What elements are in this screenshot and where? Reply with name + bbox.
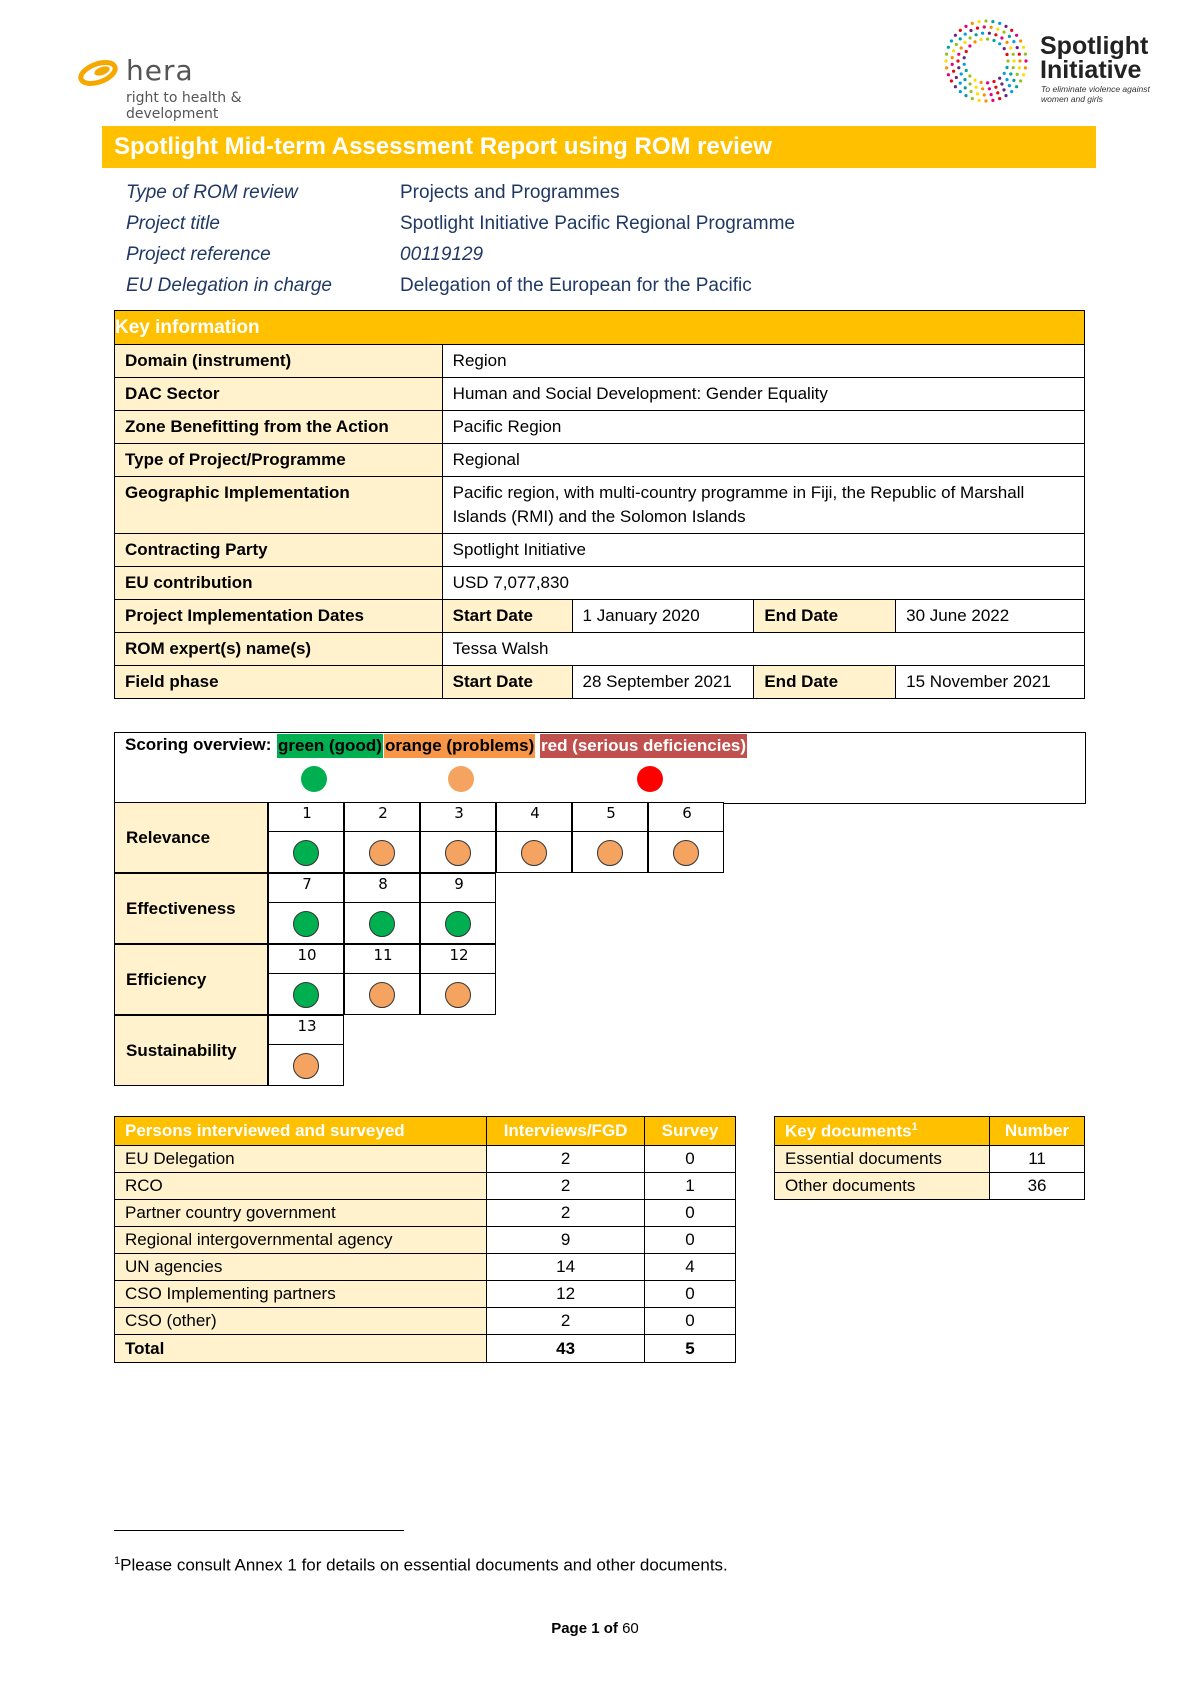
score-number-cell bbox=[420, 873, 496, 903]
persons-row bbox=[115, 1254, 736, 1281]
scoring-label: Scoring overview: bbox=[125, 735, 272, 754]
criterion-sustainability bbox=[114, 1015, 268, 1086]
footnote-mark: 1 bbox=[114, 1555, 121, 1567]
persons-row bbox=[115, 1281, 736, 1308]
score-number-cell bbox=[648, 802, 724, 832]
page-current: 1 bbox=[591, 1620, 600, 1637]
score-dot-cell bbox=[268, 831, 344, 873]
score-dot-cell bbox=[572, 831, 648, 873]
ki-value: USD 7,077,830 bbox=[442, 567, 1084, 600]
score-number: 3 bbox=[454, 804, 464, 822]
report-title: Spotlight Mid-term Assessment Report using ROM review bbox=[114, 133, 772, 160]
hera-logo bbox=[78, 54, 328, 122]
ki-label: ROM expert(s) name(s) bbox=[115, 633, 443, 666]
meta-label: Type of ROM review bbox=[126, 182, 298, 203]
ki-value: Pacific region, with multi-country programme in Fiji, the Republic of Marshall Islands (RMI) and the Solomon Islands bbox=[442, 477, 1084, 534]
start-date-label: Start Date bbox=[442, 600, 572, 633]
score-dot-green bbox=[293, 911, 319, 937]
key-documents-label: Key documents bbox=[785, 1121, 912, 1141]
doc-type: Essential documents bbox=[775, 1146, 990, 1173]
interviews-count: 2 bbox=[487, 1146, 645, 1173]
survey-header: Survey bbox=[645, 1117, 736, 1146]
persons-interviewed-table bbox=[114, 1116, 736, 1363]
score-dot-cell bbox=[420, 973, 496, 1015]
ki-value: Tessa Walsh bbox=[442, 633, 1084, 666]
ki-label: Project Implementation Dates bbox=[115, 600, 443, 633]
end-date-value: 30 June 2022 bbox=[896, 600, 1085, 633]
criterion-label: Sustainability bbox=[126, 1040, 237, 1060]
score-number: 7 bbox=[302, 875, 312, 893]
hera-tagline: right to health & development bbox=[126, 90, 242, 122]
key-information-table bbox=[114, 310, 1085, 699]
ki-value: Human and Social Development: Gender Equality bbox=[442, 378, 1084, 411]
criterion-efficiency bbox=[114, 944, 268, 1015]
stakeholder-name: Partner country government bbox=[115, 1200, 487, 1227]
key-documents-header bbox=[775, 1117, 990, 1146]
interviews-count: 2 bbox=[487, 1200, 645, 1227]
footnote-text: Please consult Annex 1 for details on essential documents and other documents. bbox=[120, 1555, 728, 1575]
number-header: Number bbox=[990, 1117, 1085, 1146]
score-dot-green bbox=[293, 982, 319, 1008]
score-dot-cell bbox=[496, 831, 572, 873]
scoring-overview bbox=[114, 732, 1086, 804]
score-number: 11 bbox=[373, 946, 393, 964]
score-number: 1 bbox=[302, 804, 312, 822]
meta-value: Delegation of the European for the Pacific bbox=[400, 275, 752, 296]
persons-row bbox=[115, 1227, 736, 1254]
score-dot-orange bbox=[597, 840, 623, 866]
meta-label: EU Delegation in charge bbox=[126, 275, 332, 296]
interviews-count: 9 bbox=[487, 1227, 645, 1254]
legend-green: green (good) bbox=[277, 734, 383, 758]
spotlight-name-2: Initiative bbox=[1040, 56, 1142, 84]
report-title-bar bbox=[102, 126, 1096, 168]
footnote-separator bbox=[114, 1530, 404, 1531]
score-number: 2 bbox=[378, 804, 388, 822]
total-label: Total bbox=[115, 1335, 487, 1363]
score-dot-cell bbox=[420, 831, 496, 873]
score-dot-cell bbox=[268, 973, 344, 1015]
persons-row bbox=[115, 1308, 736, 1335]
score-number-cell bbox=[344, 944, 420, 974]
stakeholder-name: Regional intergovernmental agency bbox=[115, 1227, 487, 1254]
ki-label: Field phase bbox=[115, 666, 443, 699]
end-date-value: 15 November 2021 bbox=[896, 666, 1085, 699]
legend-red: red (serious deficiencies) bbox=[540, 734, 747, 758]
ki-value: Spotlight Initiative bbox=[442, 534, 1084, 567]
stakeholder-name: EU Delegation bbox=[115, 1146, 487, 1173]
score-number-cell bbox=[268, 1015, 344, 1045]
score-number: 5 bbox=[606, 804, 616, 822]
persons-row bbox=[115, 1146, 736, 1173]
end-date-label: End Date bbox=[754, 666, 896, 699]
score-dot-cell bbox=[648, 831, 724, 873]
meta-label: Project title bbox=[126, 213, 220, 234]
score-dot-green bbox=[445, 911, 471, 937]
score-dot-orange bbox=[673, 840, 699, 866]
score-dot-cell bbox=[344, 902, 420, 944]
ki-value: Pacific Region bbox=[442, 411, 1084, 444]
ki-value: Region bbox=[442, 345, 1084, 378]
score-dot-cell bbox=[268, 902, 344, 944]
ki-label: Type of Project/Programme bbox=[115, 444, 443, 477]
spotlight-name-1: Spotlight bbox=[1040, 32, 1149, 60]
score-number: 8 bbox=[378, 875, 388, 893]
criterion-relevance bbox=[114, 802, 268, 873]
spotlight-tagline: To eliminate violence against women and girls bbox=[1041, 84, 1150, 104]
stakeholder-name: CSO Implementing partners bbox=[115, 1281, 487, 1308]
hera-name: hera bbox=[126, 54, 194, 87]
score-number-cell bbox=[268, 873, 344, 903]
score-number-cell bbox=[572, 802, 648, 832]
page-of: of bbox=[603, 1620, 618, 1637]
page-total: 60 bbox=[622, 1620, 639, 1637]
legend-green-dot bbox=[301, 766, 327, 792]
score-dot-cell bbox=[420, 902, 496, 944]
score-dot-green bbox=[293, 840, 319, 866]
score-dot-orange bbox=[445, 840, 471, 866]
score-dot-orange bbox=[369, 840, 395, 866]
ki-value: Regional bbox=[442, 444, 1084, 477]
meta-value: 00119129 bbox=[400, 244, 484, 265]
stakeholder-name: RCO bbox=[115, 1173, 487, 1200]
total-interviews: 43 bbox=[487, 1335, 645, 1363]
score-number-cell bbox=[268, 802, 344, 832]
score-number-cell bbox=[268, 944, 344, 974]
doc-count: 36 bbox=[990, 1173, 1085, 1200]
criterion-label: Effectiveness bbox=[126, 898, 236, 918]
end-date-label: End Date bbox=[754, 600, 896, 633]
interviews-count: 14 bbox=[487, 1254, 645, 1281]
survey-count: 0 bbox=[645, 1308, 736, 1335]
ki-label: Zone Benefitting from the Action bbox=[115, 411, 443, 444]
footnote-ref[interactable]: 1 bbox=[911, 1120, 918, 1133]
ki-label: DAC Sector bbox=[115, 378, 443, 411]
ki-label: EU contribution bbox=[115, 567, 443, 600]
persons-row bbox=[115, 1173, 736, 1200]
interviews-count: 2 bbox=[487, 1308, 645, 1335]
spotlight-dots-icon bbox=[938, 14, 1034, 108]
score-dot-orange bbox=[293, 1053, 319, 1079]
survey-count: 0 bbox=[645, 1227, 736, 1254]
survey-count: 0 bbox=[645, 1281, 736, 1308]
persons-header: Persons interviewed and surveyed bbox=[115, 1117, 487, 1146]
ki-label: Geographic Implementation bbox=[115, 477, 443, 534]
criterion-label: Efficiency bbox=[126, 969, 207, 989]
criterion-effectiveness bbox=[114, 873, 268, 944]
score-number-cell bbox=[420, 802, 496, 832]
page-number bbox=[0, 1620, 1190, 1637]
legend-orange: orange (problems) bbox=[384, 734, 535, 758]
survey-count: 0 bbox=[645, 1200, 736, 1227]
start-date-label: Start Date bbox=[442, 666, 572, 699]
score-dot-cell bbox=[268, 1044, 344, 1086]
score-dot-orange bbox=[369, 982, 395, 1008]
key-documents-table bbox=[774, 1116, 1085, 1200]
survey-count: 4 bbox=[645, 1254, 736, 1281]
legend-red-dot bbox=[637, 766, 663, 792]
footnote bbox=[114, 1555, 728, 1576]
score-number: 9 bbox=[454, 875, 464, 893]
survey-count: 0 bbox=[645, 1146, 736, 1173]
score-number-cell bbox=[344, 873, 420, 903]
stakeholder-name: CSO (other) bbox=[115, 1308, 487, 1335]
score-number-cell bbox=[420, 944, 496, 974]
start-date-value: 1 January 2020 bbox=[572, 600, 754, 633]
legend-orange-dot bbox=[448, 766, 474, 792]
score-dot-orange bbox=[445, 982, 471, 1008]
score-number: 10 bbox=[297, 946, 317, 964]
ki-label: Contracting Party bbox=[115, 534, 443, 567]
score-number: 12 bbox=[449, 946, 469, 964]
score-number: 6 bbox=[682, 804, 692, 822]
hera-swirl-icon bbox=[78, 58, 124, 88]
score-number-cell bbox=[496, 802, 572, 832]
stakeholder-name: UN agencies bbox=[115, 1254, 487, 1281]
interviews-count: 12 bbox=[487, 1281, 645, 1308]
score-dot-orange bbox=[521, 840, 547, 866]
criterion-label: Relevance bbox=[126, 827, 211, 847]
score-number-cell bbox=[344, 802, 420, 832]
meta-value: Spotlight Initiative Pacific Regional Programme bbox=[400, 213, 795, 234]
start-date-value: 28 September 2021 bbox=[572, 666, 754, 699]
survey-count: 1 bbox=[645, 1173, 736, 1200]
page-prefix: Page bbox=[551, 1620, 588, 1637]
score-number: 4 bbox=[530, 804, 540, 822]
total-survey: 5 bbox=[645, 1335, 736, 1363]
interviews-header: Interviews/FGD bbox=[487, 1117, 645, 1146]
meta-value: Projects and Programmes bbox=[400, 182, 620, 203]
score-number: 13 bbox=[297, 1017, 317, 1035]
ki-label: Domain (instrument) bbox=[115, 345, 443, 378]
score-dot-cell bbox=[344, 973, 420, 1015]
score-dot-cell bbox=[344, 831, 420, 873]
doc-count: 11 bbox=[990, 1146, 1085, 1173]
doc-type: Other documents bbox=[775, 1173, 990, 1200]
persons-row bbox=[115, 1200, 736, 1227]
interviews-count: 2 bbox=[487, 1173, 645, 1200]
score-dot-green bbox=[369, 911, 395, 937]
key-info-heading: Key information bbox=[115, 311, 1085, 345]
meta-label: Project reference bbox=[126, 244, 271, 265]
spotlight-logo bbox=[938, 14, 1160, 108]
